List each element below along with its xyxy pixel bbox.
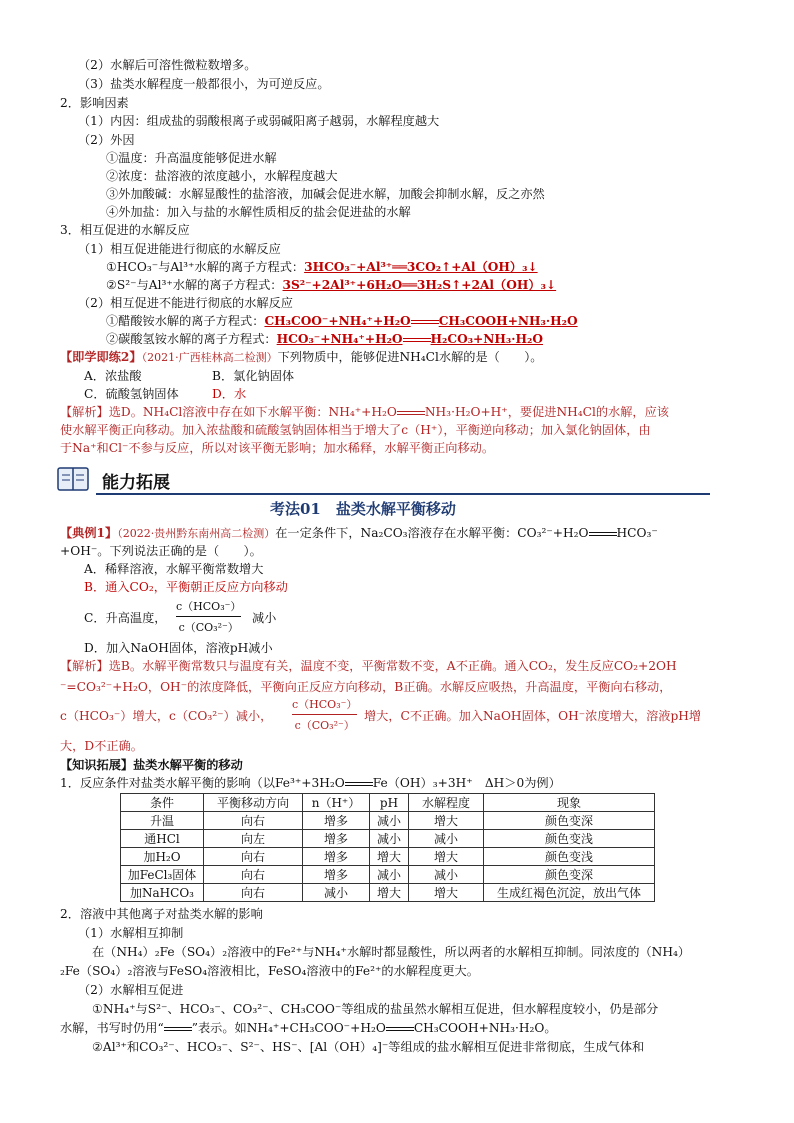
text-line: （2）水解后可溶性微粒数增多。 (78, 58, 257, 72)
text-line: ②Al³⁺和CO₃²⁻、HCO₃⁻、S²⁻、HS⁻、[Al（OH）₄]⁻等组成的盐水解相互促进非常彻底，生成气体和 (92, 1040, 645, 1054)
table-cell: 减小 (370, 812, 409, 830)
table-header: pH (370, 794, 409, 812)
table-cell: 生成红褐色沉淀，放出气体 (484, 884, 655, 902)
equation: H₂CO₃+NH₃·H₂O (430, 332, 543, 346)
eq-label: ②碳酸氢铵水解的离子方程式： (106, 332, 277, 346)
numerator: c（HCO₃⁻） (292, 698, 358, 711)
question: HCO₃⁻ (616, 526, 658, 540)
table-cell: 向右 (204, 812, 303, 830)
section-title: 考法01 盐类水解平衡移动 (270, 500, 456, 518)
text-line (106, 277, 556, 293)
text-line (106, 259, 538, 275)
table-row (121, 848, 655, 866)
table-cell: 升温 (121, 812, 204, 830)
table-row (121, 830, 655, 848)
text-line (106, 331, 543, 347)
table-cell: 增大 (370, 848, 409, 866)
table-header-row (121, 794, 655, 812)
table-cell: 向右 (204, 866, 303, 884)
table-cell: 增大 (409, 884, 484, 902)
text-line: （3）盐类水解程度一般都很小，为可逆反应。 (78, 77, 330, 91)
table-cell: 减小 (409, 866, 484, 884)
text-line: （2）外因 (78, 133, 135, 147)
option-a: A．浓盐酸 (84, 369, 142, 383)
answer-line: ⁻=CO₃²⁻+H₂O，OH⁻的浓度降低，平衡向正反应方向移动，B正确。水解反应吸热，升高温度，平衡向右移动， (60, 680, 672, 694)
text-line (106, 313, 578, 329)
equation: HCO₃⁻+NH₄⁺+H₂O (276, 332, 403, 346)
equilibrium-arrow-icon (386, 1025, 414, 1033)
text-line: （1）水解相互抑制 (78, 926, 184, 940)
denominator: c（CO₃²⁻） (294, 719, 355, 732)
text: 1．反应条件对盐类水解平衡的影响（以Fe³⁺+3H₂O (60, 776, 345, 790)
text: 水解，书写时仍用“ (60, 1021, 164, 1035)
text-line (60, 1020, 557, 1036)
table-cell: 向左 (204, 830, 303, 848)
option-c: C．硫酸氢钠固体 (84, 387, 179, 401)
table-cell: 减小 (409, 830, 484, 848)
question: 下列物质中，能够促进NH₄Cl水解的是（ ）。 (277, 350, 543, 364)
text-line: （2）水解相互促进 (78, 983, 184, 997)
numerator: c（HCO₃⁻） (176, 600, 242, 613)
table-header: 水解程度 (409, 794, 484, 812)
text-line: 在（NH₄）₂Fe（SO₄）₂溶液中的Fe²⁺与NH₄⁺水解时都显酸性，所以两者的水解相互抑制。同浓度的（NH₄） (92, 945, 691, 959)
fraction (292, 696, 357, 733)
table-header: 平衡移动方向 (204, 794, 303, 812)
text-line: 3．相互促进的水解反应 (60, 223, 190, 237)
equilibrium-arrow-icon (397, 409, 425, 417)
table-cell: 增多 (303, 848, 370, 866)
answer-line: 大，D不正确。 (60, 739, 143, 753)
divider (96, 493, 710, 495)
text-line: 2．影响因素 (60, 96, 129, 110)
table-header: 现象 (484, 794, 655, 812)
option-a: A．稀释溶液，水解平衡常数增大 (84, 562, 264, 576)
question: 在一定条件下，Na₂CO₃溶液存在水解平衡：CO₃²⁻+H₂O (275, 526, 589, 540)
table-cell: 增多 (303, 830, 370, 848)
text-line: （1）相互促进能进行彻底的水解反应 (78, 242, 281, 256)
table-cell: 颜色变深 (484, 812, 655, 830)
table-cell: 减小 (370, 830, 409, 848)
text-line: ④外加盐：加入与盐的水解性质相反的盐会促进盐的水解 (106, 205, 411, 219)
text-line: ③外加酸碱：水解显酸性的盐溶液，加碱会促进水解，加酸会抑制水解，反之亦然 (106, 187, 545, 201)
table-row (121, 812, 655, 830)
answer-text: 增大，C不正确。加入NaOH固体，OH⁻浓度增大，溶液pH增 (364, 709, 702, 723)
option-c: C．升高温度， (84, 611, 167, 625)
section-header-title: 能力拓展 (102, 473, 170, 493)
answer-text: c（HCO₃⁻）增大，c（CO₃²⁻）减小， (60, 709, 273, 723)
example-tag: 【典例1】 (60, 526, 118, 540)
table-cell: 增多 (303, 812, 370, 830)
text: CH₃COOH+NH₃·H₂O。 (413, 1021, 557, 1035)
table-row (121, 884, 655, 902)
table-cell: 增大 (409, 812, 484, 830)
equation: CH₃COOH+NH₃·H₂O (438, 314, 578, 328)
table-cell: 通HCl (121, 830, 204, 848)
equilibrium-arrow-icon (589, 530, 617, 538)
table-row (121, 866, 655, 884)
table-cell: 向右 (204, 848, 303, 866)
table-cell: 增大 (409, 848, 484, 866)
fraction (176, 598, 241, 635)
text-line: +OH⁻。下列说法正确的是（ ）。 (60, 544, 262, 558)
eq-label: ①醋酸铵水解的离子方程式： (106, 314, 265, 328)
answer-text: 【解析】选D。NH₄Cl溶液中存在如下水解平衡：NH₄⁺+H₂O (60, 405, 397, 419)
answer-line: 于Na⁺和Cl⁻不参与反应，所以对该平衡无影响；加水稀释，水解平衡正向移动。 (60, 441, 495, 455)
equilibrium-arrow-icon (411, 318, 439, 326)
equation: 3HCO₃⁻+Al³⁺══3CO₂↑+Al（OH）₃↓ (304, 260, 538, 274)
text-line: （1）内因：组成盐的弱酸根离子或弱碱阳离子越弱，水解程度越大 (78, 114, 440, 128)
table-cell: 加FeCl₃固体 (121, 866, 204, 884)
text-line (60, 775, 561, 791)
table-cell: 加NaHCO₃ (121, 884, 204, 902)
option-d: D．水 (212, 387, 247, 401)
text-line: （2）相互促进不能进行彻底的水解反应 (78, 296, 293, 310)
section-header (56, 462, 711, 502)
table-cell: 颜色变浅 (484, 848, 655, 866)
text-line: ①温度：升高温度能够促进水解 (106, 151, 277, 165)
equation: 3S²⁻+2Al³⁺+6H₂O══3H₂S↑+2Al（OH）₃↓ (282, 278, 557, 292)
knowledge-tag: 【知识拓展】盐类水解平衡的移动 (60, 758, 243, 772)
eq-label: ①HCO₃⁻与Al³⁺水解的离子方程式： (106, 260, 305, 274)
table-cell: 增大 (370, 884, 409, 902)
table-cell: 加H₂O (121, 848, 204, 866)
answer-text: NH₃·H₂O+H⁺，要促进NH₄Cl的水解，应该 (424, 405, 669, 419)
text-line: ②浓度：盐溶液的浓度越小，水解程度越大 (106, 169, 338, 183)
option-b: B．氯化钠固体 (212, 369, 295, 383)
option-d: D．加入NaOH固体，溶液pH减小 (84, 641, 273, 655)
text-line: ①NH₄⁺与S²⁻、HCO₃⁻、CO₃²⁻、CH₃COO⁻等组成的盐虽然水解相互促进，但水解程度较小，仍是部分 (92, 1002, 659, 1016)
book-icon (56, 464, 92, 496)
text-line: 2．溶液中其他离子对盐类水解的影响 (60, 907, 263, 921)
practice-question (60, 349, 542, 366)
answer-line (60, 404, 669, 420)
denominator: c（CO₃²⁻） (178, 621, 239, 634)
practice-tag: 【即学即练2】 (60, 350, 142, 364)
table-cell: 颜色变深 (484, 866, 655, 884)
equation: CH₃COO⁻+NH₄⁺+H₂O (264, 314, 411, 328)
source: （2022·贵州黔东南州高二检测） (117, 527, 276, 540)
source: （2021·广西桂林高二检测） (141, 351, 278, 364)
answer-line: 使水解平衡正向移动。加入浓盐酸和硫酸氢钠固体相当于增大了c（H⁺），平衡逆向移动；加入氯化钠固体，由 (60, 423, 651, 437)
equilibrium-arrow-icon (345, 780, 373, 788)
eq-label: ②S²⁻与Al³⁺水解的离子方程式： (106, 278, 283, 292)
answer-line: 【解析】选B。水解平衡常数只与温度有关，温度不变，平衡常数不变，A不正确。通入CO₂，发生反应CO₂+2OH (60, 659, 677, 673)
table-header: n（H⁺） (303, 794, 370, 812)
table-cell: 减小 (303, 884, 370, 902)
option-b: B．通入CO₂，平衡朝正反应方向移动 (84, 580, 288, 594)
text: ”表示。如NH₄⁺+CH₃COO⁻+H₂O (191, 1021, 386, 1035)
example-question (60, 525, 658, 542)
table-cell: 增多 (303, 866, 370, 884)
text-line: ₂Fe（SO₄）₂溶液与FeSO₄溶液相比，FeSO₄溶液中的Fe²⁺的水解程度更大。 (60, 964, 479, 978)
table-cell: 颜色变浅 (484, 830, 655, 848)
table-header: 条件 (121, 794, 204, 812)
data-table (120, 793, 655, 902)
text: Fe（OH）₃+3H⁺ ΔH＞0为例） (372, 776, 561, 790)
table-cell: 向右 (204, 884, 303, 902)
equilibrium-arrow-icon (164, 1025, 192, 1033)
equilibrium-arrow-icon (403, 336, 431, 344)
text-line: 减小 (252, 611, 277, 625)
table-cell: 减小 (370, 866, 409, 884)
